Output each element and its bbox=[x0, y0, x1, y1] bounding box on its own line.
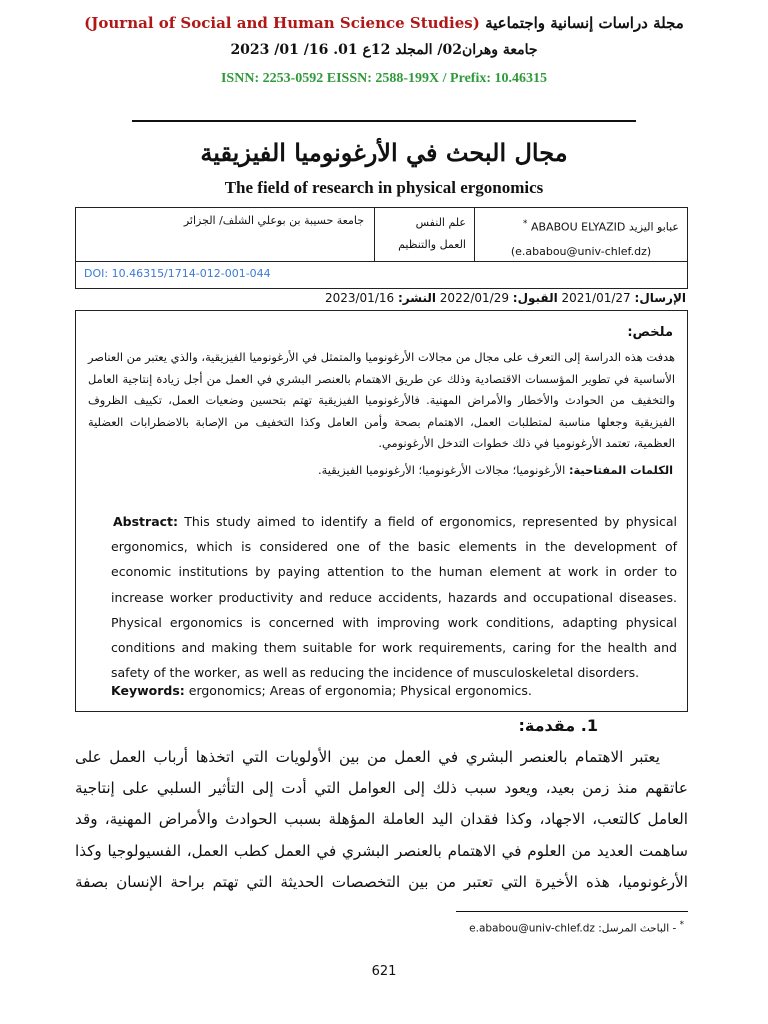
author-name: عبابو اليزيد ABABOU ELYAZID bbox=[530, 220, 679, 234]
abstract-english bbox=[111, 509, 677, 685]
footnote bbox=[469, 920, 684, 935]
university-cell: جامعة حسيبة بن بوعلي الشلف/ الجزائر bbox=[183, 214, 364, 227]
keywords-english-values: ergonomics; Areas of ergonomia; Physical ergonomics. bbox=[188, 683, 532, 698]
published-date: 2023/01/16 bbox=[324, 291, 395, 305]
volume-info: جامعة وهران02/ المجلد 12ع 01. 16/ 01/ 2023 bbox=[230, 42, 538, 58]
section-heading-introduction: 1. مقدمة: bbox=[518, 716, 598, 735]
keywords-arabic-label: الكلمات المفتاحية: bbox=[568, 463, 673, 477]
title-arabic: مجال البحث في الأرغونوميا الفيزيقية bbox=[200, 138, 568, 167]
author-cell bbox=[474, 208, 687, 261]
department-cell bbox=[374, 208, 474, 261]
sent-date: 2021/01/27 bbox=[561, 291, 631, 305]
journal-name-arabic: مجلة دراسات إنسانية واجتماعية bbox=[485, 14, 684, 32]
issn-info: ISNN: 2253-0592 EISSN: 2588-199X / Prefix: 10.46315 bbox=[220, 71, 547, 86]
keywords-arabic-values: الأرغونوميا؛ مجالات الأرغونوميا؛ الأرغونوميا الفيزيقية. bbox=[318, 463, 566, 477]
introduction-paragraph: يعتبر الاهتمام بالعنصر البشري في العمل من بين الأولويات التي اتخذها أرباب العمل على عاتقهم منذ زمن بعيد، ويعود سبب ذلك إلى العوامل التي أدت إلى التأثير السلبي على إنتاجية العامل كالتعب، الاجهاد، وكذا فقدان اليد العاملة المؤهلة بسبب الحوادث والأمراض المهنية، وقد ساهمت العديد من العلوم في الاهتمام بالعنصر البشري في العمل كطب العمل، الفسيولوجيا وكذا الأرغونوميا، هذه الأخيرة التي تعتبر من بين التخصصات الحديثة التي تهتم براحة الإنسان بصفة bbox=[75, 748, 688, 891]
abstract-box bbox=[75, 310, 688, 712]
keywords-english bbox=[111, 683, 532, 698]
author-marker: * bbox=[522, 218, 528, 229]
page-number: 621 bbox=[371, 964, 397, 979]
doi-link[interactable]: DOI: 10.46315/1714-012-001-044 bbox=[76, 261, 687, 288]
keywords-english-label: Keywords: bbox=[111, 683, 185, 698]
accepted-date: 2022/01/29 bbox=[439, 291, 509, 305]
keywords-arabic bbox=[318, 463, 673, 477]
header-divider bbox=[132, 120, 636, 122]
footnote-marker: * bbox=[679, 920, 684, 930]
footnote-divider bbox=[456, 911, 688, 912]
abstract-arabic-heading: ملخص: bbox=[627, 325, 673, 340]
submission-dates bbox=[325, 291, 686, 305]
accepted-label: القبول: bbox=[512, 291, 558, 305]
department-line-2: العمل والتنظيم bbox=[398, 238, 466, 251]
title-english: The field of research in physical ergonomics bbox=[224, 178, 544, 197]
abstract-english-text: This study aimed to identify a field of ergonomics, represented by physical ergonomics, which is considered one of the basic elements in the development of economic institutions by paying attention to the human element at work in order to increase worker productivity and reduce accidents, hazards and occupational diseases. Physical ergonomics is concerned with improving work conditions, adapting physical conditions and making them suitable for work requirements, caring for the health and safety of the worker, as well as reducing the incidence of musculoskeletal disorders. bbox=[111, 514, 677, 681]
journal-name bbox=[0, 14, 768, 32]
footnote-text: - الباحث المرسل: e.ababou@univ-chlef.dz bbox=[469, 922, 677, 935]
published-label: النشر: bbox=[397, 291, 436, 305]
author-info-table bbox=[75, 207, 688, 289]
sent-label: الإرسال: bbox=[634, 291, 686, 305]
abstract-arabic-text: هدفت هذه الدراسة إلى التعرف على مجال من مجالات الأرغونوميا والمتمثل في الأرغونوميا الفيزيقية، والذي يعتبر من العناصر الأساسية في تطوير المؤسسات الاقتصادية وذلك عن طريق الاهتمام بالعنصر البشري في العمل من أجل زيادة إنتاجية العامل والتخفيف من الحوادث والأخطار والأمراض المهنية. فالأرغونوميا الفيزيقية تهتم بتحسين وضعيات العمل، تكييف الظروف الفيزيقية وجعلها مناسبة لمتطلبات العمل، الاهتمام بصحة وأمن العامل وكذا التخفيف من الإصابة بالاضطرابات العضلية العظمية، تعتمد الأرغونوميا في ذلك خطوات التدخل الأرغونومي. bbox=[88, 350, 675, 451]
department-line-1: علم النفس bbox=[415, 216, 466, 229]
abstract-english-label: Abstract: bbox=[113, 514, 179, 529]
journal-name-english: (Journal of Social and Human Science Studies) bbox=[84, 14, 480, 32]
author-email: (e.ababou@univ-chlef.dz) bbox=[510, 244, 652, 258]
